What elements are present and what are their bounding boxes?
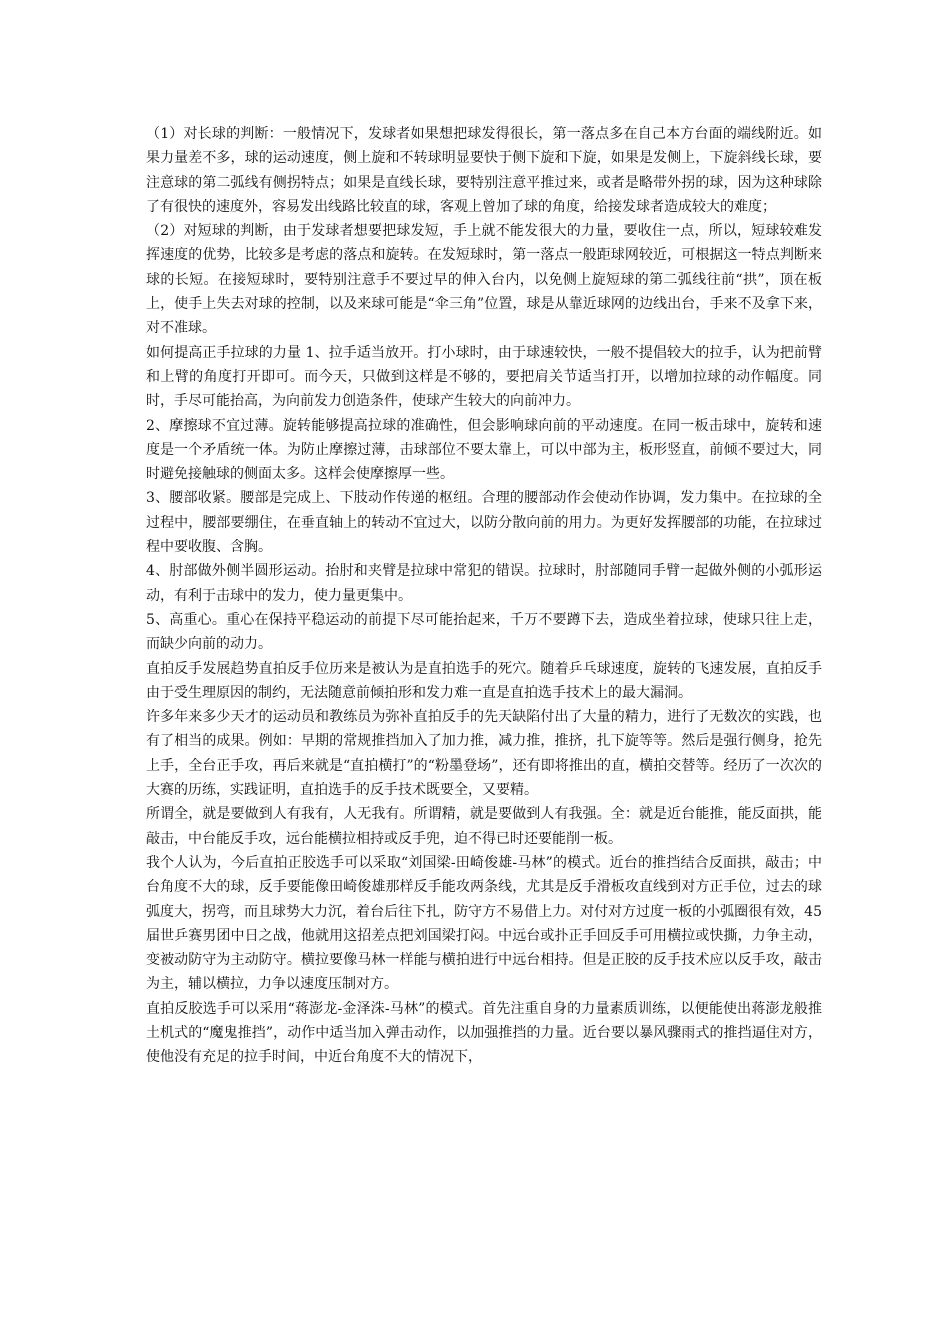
paragraph-inverted-model: 直拍反胶选手可以采用“蒋澎龙-金泽洙-马林”的模式。首先注重自身的力量素质训练，以便能使出蒋澎龙般推土机式的“魔鬼推挡”，动作中适当加入弹击动作，以加强推挡的力量。近台要以暴风骤雨式的推挡逼住对方，使他没有充足的拉手时间，中近台角度不大的情况下， bbox=[146, 1000, 822, 1066]
paragraph-forehand-power-2: 2、摩擦球不宜过薄。旋转能够提高拉球的准确性，但会影响球向前的平动速度。在同一板击球中，旋转和速度是一个矛盾统一体。为防止摩擦过薄，击球部位不要太靠上，可以中部为主，板形竖直，前倾不要过大，同时避免接触球的侧面太多。这样会使摩擦厚一些。 bbox=[146, 417, 822, 483]
paragraph-forehand-power-1: 如何提高正手拉球的力量 1、拉手适当放开。打小球时，由于球速较快，一般不提倡较大的拉手，认为把前臂和上臂的角度打开即可。而今天，只做到这样是不够的，要把肩关节适当打开，以增加拉球的动作幅度。同时，手尽可能抬高，为向前发力创造条件，使球产生较大的向前冲力。 bbox=[146, 344, 822, 410]
paragraph-forehand-power-5: 5、高重心。重心在保持平稳运动的前提下尽可能抬起来，千万不要蹲下去，造成坐着拉球，使球只往上走，而缺少向前的动力。 bbox=[146, 611, 822, 653]
paragraph-comprehensive-precise: 所谓全，就是要做到人有我有，人无我有。所谓精，就是要做到人有我强。全：就是近台能推，能反面拱，能敲击，中台能反手攻，远台能横拉相持或反手兜，迫不得已时还要能削一板。 bbox=[146, 806, 822, 847]
paragraph-long-ball-judgment: （1）对长球的判断：一般情况下，发球者如果想把球发得很长，第一落点多在自己本方台面的端线附近。如果力量差不多，球的运动速度，侧上旋和不转球明显要快于侧下旋和下旋，如果是发侧上，下旋斜线长球，要注意球的第二弧线有侧拐特点；如果是直线长球，要特别注意平推过来，或者是略带外拐的球，因为这种球除了有很快的速度外，容易发出线路比较直的球，客观上曾加了球的角度，给接发球者造成较大的难度； bbox=[146, 126, 822, 215]
paragraph-forehand-power-3: 3、腰部收紧。腰部是完成上、下肢动作传递的枢纽。合理的腰部动作会使动作协调，发力集中。在拉球的全过程中，腰部要绷住，在垂直轴上的转动不宜过大，以防分散向前的用力。为更好发挥腰部的功能，在拉球过程中要收腹、含胸。 bbox=[146, 490, 822, 556]
paragraph-forehand-power-4: 4、肘部做外侧半圆形运动。抬肘和夹臂是拉球中常犯的错误。拉球时，肘部随同手臂一起做外侧的小弧形运动，有利于击球中的发力，使力量更集中。 bbox=[146, 563, 822, 604]
document-body bbox=[146, 122, 822, 1070]
paragraph-pimple-model: 我个人认为，今后直拍正胶选手可以采取“刘国梁-田崎俊雄-马林”的模式。近台的推挡结合反面拱，敲击；中台角度不大的球，反手要能像田崎俊雄那样反手能攻两条线，尤其是反手滑板攻直线到对方正手位，过去的球弧度大，拐弯，而且球势大力沉，着台后往下扎，防守方不易借上力。对付对方过度一板的小弧圈很有效，45 届世乒赛男团中日之战，他就用这招差点把刘国梁打闷。中远台或扑正手回反手可用横拉或快撕，力争主动，变被动防守为主动防守。横拉要像马林一样能与横拍进行中远台相持。但是正胶的反手技术应以反手攻，敲击为主，辅以横拉，力争以速度压制对方。 bbox=[146, 854, 822, 993]
paragraph-backhand-history: 许多年来多少天才的运动员和教练员为弥补直拍反手的先天缺陷付出了大量的精力，进行了无数次的实践，也有了相当的成果。例如：早期的常规推挡加入了加力推，减力推，推挤，扎下旋等等。然后是强行侧身，抢先上手，全台正手攻，再后来就是“直拍横打”的“粉墨登场”，还有即将推出的直，横拍交替等。经历了一次次的大赛的历练，实践证明，直拍选手的反手技术既要全，又要精。 bbox=[146, 709, 822, 799]
paragraph-short-ball-judgment: （2）对短球的判断，由于发球者想要把球发短，手上就不能发很大的力量，要收住一点，所以，短球较难发挥速度的优势，比较多是考虑的落点和旋转。在发短球时，第一落点一般距球网较近，可根据这一特点判断来球的长短。在接短球时，要特别注意手不要过早的伸入台内，以免侧上旋短球的第二弧线往前“拱”，顶在板上，使手上失去对球的控制，以及来球可能是“伞三角”位置，球是从靠近球网的边线出台，手来不及拿下来，对不准球。 bbox=[146, 223, 822, 337]
paragraph-penhold-backhand-trend: 直拍反手发展趋势直拍反手位历来是被认为是直拍选手的死穴。随着乒乓球速度，旋转的飞速发展，直拍反手由于受生理原因的制约，无法随意前倾拍形和发力难一直是直拍选手技术上的最大漏洞。 bbox=[146, 660, 822, 701]
